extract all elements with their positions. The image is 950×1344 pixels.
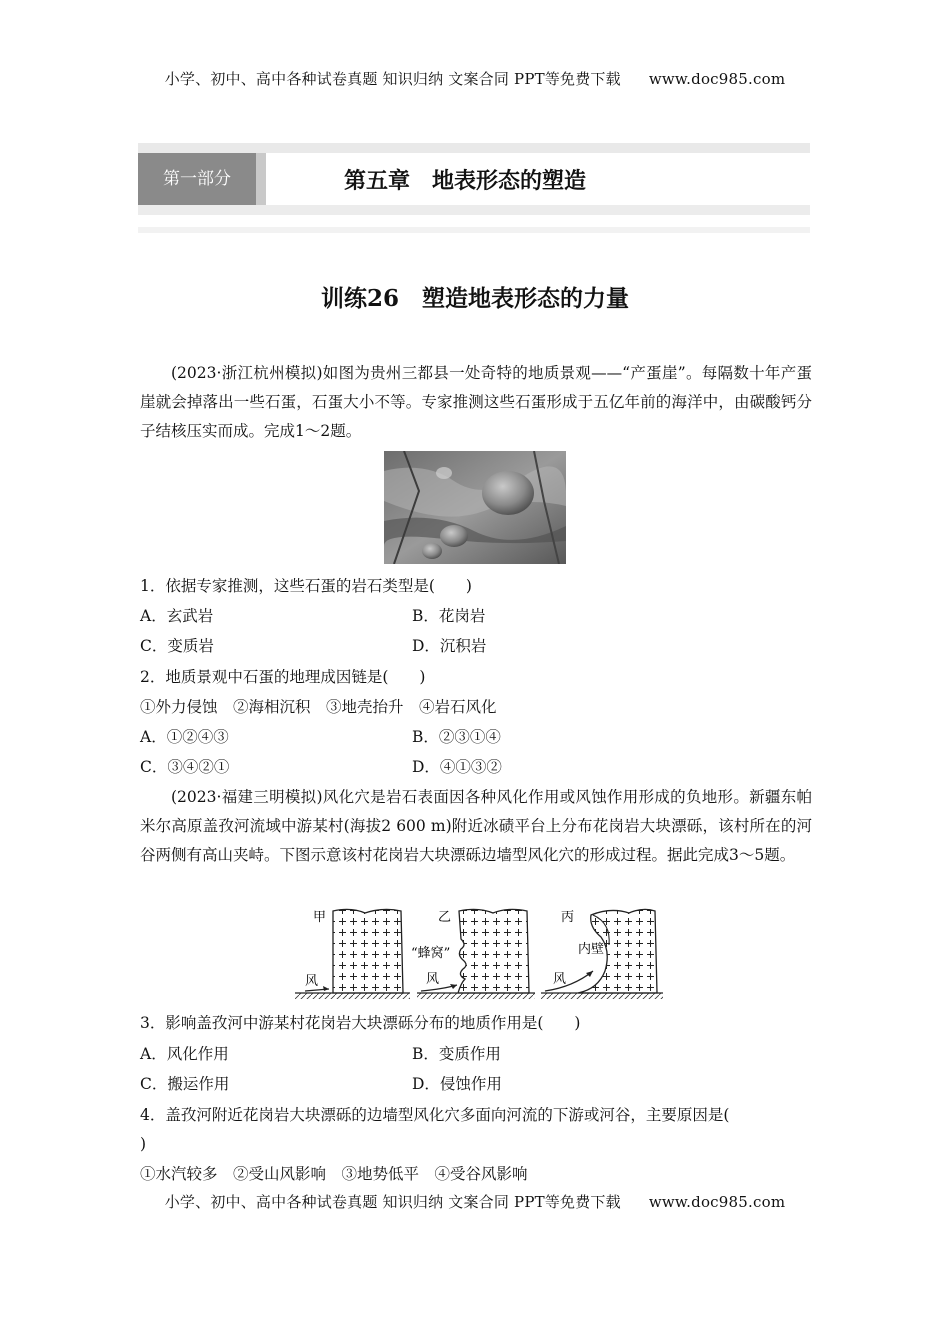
q2-option-b[interactable]: B．②③①④ bbox=[412, 728, 501, 746]
panel-yi-label: 乙 bbox=[438, 910, 452, 925]
question-1-stem: 1．依据专家推测，这些石蛋的岩石类型是( ) bbox=[140, 577, 472, 595]
chapter-title-box bbox=[266, 153, 810, 207]
q3-option-b[interactable]: B．变质作用 bbox=[412, 1045, 501, 1063]
question-2-stem: 2．地质景观中石蛋的地理成因链是( ) bbox=[140, 668, 426, 686]
page-title: 训练26 塑造地表形态的力量 bbox=[320, 285, 629, 312]
passage-1: (2023·浙江杭州模拟)如图为贵州三都县一处奇特的地质景观——“产蛋崖”。每隔数十年产蛋崖就会掉落出一些石蛋，石蛋大小不等。专家推测这些石蛋形成于五亿年前的海洋中，由碳酸钙分子结核压实而成。完成1～2题。 bbox=[140, 364, 812, 440]
panel-jia-label: 甲 bbox=[313, 910, 327, 925]
q3-option-d[interactable]: D．侵蚀作用 bbox=[412, 1075, 502, 1093]
question-4-stem-end: ) bbox=[140, 1135, 147, 1153]
question-4-stem: 4．盖孜河附近花岗岩大块漂砾的边墙型风化穴多面向河流的下游或河谷，主要原因是( bbox=[140, 1106, 730, 1124]
q4-items: ①水汽较多 ②受山风影响 ③地势低平 ④受谷风影响 bbox=[140, 1165, 528, 1183]
q2-option-a[interactable]: A．①②④③ bbox=[140, 728, 229, 746]
q3-option-a[interactable]: A．风化作用 bbox=[140, 1045, 229, 1063]
chapter-title: 第五章 地表形态的塑造 bbox=[344, 168, 587, 194]
part-tag: 第一部分 bbox=[138, 153, 256, 205]
question-3-stem: 3．影响盖孜河中游某村花岗岩大块漂砾分布的地质作用是( ) bbox=[140, 1014, 581, 1032]
q1-option-d[interactable]: D．沉积岩 bbox=[412, 637, 487, 655]
header-text: 小学、初中、高中各种试卷真题 知识归纳 文案合同 PPT等免费下载 bbox=[164, 70, 621, 88]
q2-items: ①外力侵蚀 ②海相沉积 ③地壳抬升 ④岩石风化 bbox=[140, 698, 497, 716]
wind-label-jia: 风 bbox=[305, 974, 319, 989]
page-footer bbox=[0, 1191, 950, 1212]
q2-option-c[interactable]: C．③④②① bbox=[140, 758, 230, 776]
q1-option-a[interactable]: A．玄武岩 bbox=[140, 607, 214, 625]
weathering-pit-diagram bbox=[293, 905, 667, 1005]
boulder-jia bbox=[333, 909, 403, 993]
honeycomb-label: “蜂窝” bbox=[411, 946, 451, 961]
q2-option-d[interactable]: D．④①③② bbox=[412, 758, 502, 776]
panel-bing-label: 丙 bbox=[561, 910, 575, 925]
wind-label-bing: 风 bbox=[553, 972, 567, 987]
boulder-yi bbox=[458, 909, 529, 993]
footer-text: 小学、初中、高中各种试卷真题 知识归纳 文案合同 PPT等免费下载 bbox=[164, 1193, 621, 1211]
q3-option-c[interactable]: C．搬运作用 bbox=[140, 1075, 230, 1093]
egg-cliff-photo bbox=[384, 451, 566, 564]
footer-url[interactable]: www.doc985.com bbox=[648, 1193, 786, 1211]
chapter-banner bbox=[138, 143, 810, 215]
passage-2: (2023·福建三明模拟)风化穴是岩石表面因各种风化作用或风蚀作用形成的负地形。新疆东帕米尔高原盖孜河流域中游某村(海拔2 600 m)附近冰碛平台上分布花岗岩大块漂砾，该村所在的河谷两侧有高山夹峙。下图示意该村花岗岩大块漂砾边墙型风化穴的形成过程。据此完成3～5题。 bbox=[140, 788, 812, 864]
header-url[interactable]: www.doc985.com bbox=[648, 70, 786, 88]
page-header bbox=[0, 68, 950, 89]
inner-wall-label: 内壁 bbox=[578, 942, 605, 957]
wind-label-yi: 风 bbox=[426, 972, 440, 987]
q1-option-c[interactable]: C．变质岩 bbox=[140, 637, 214, 655]
q1-option-b[interactable]: B．花岗岩 bbox=[412, 607, 486, 625]
